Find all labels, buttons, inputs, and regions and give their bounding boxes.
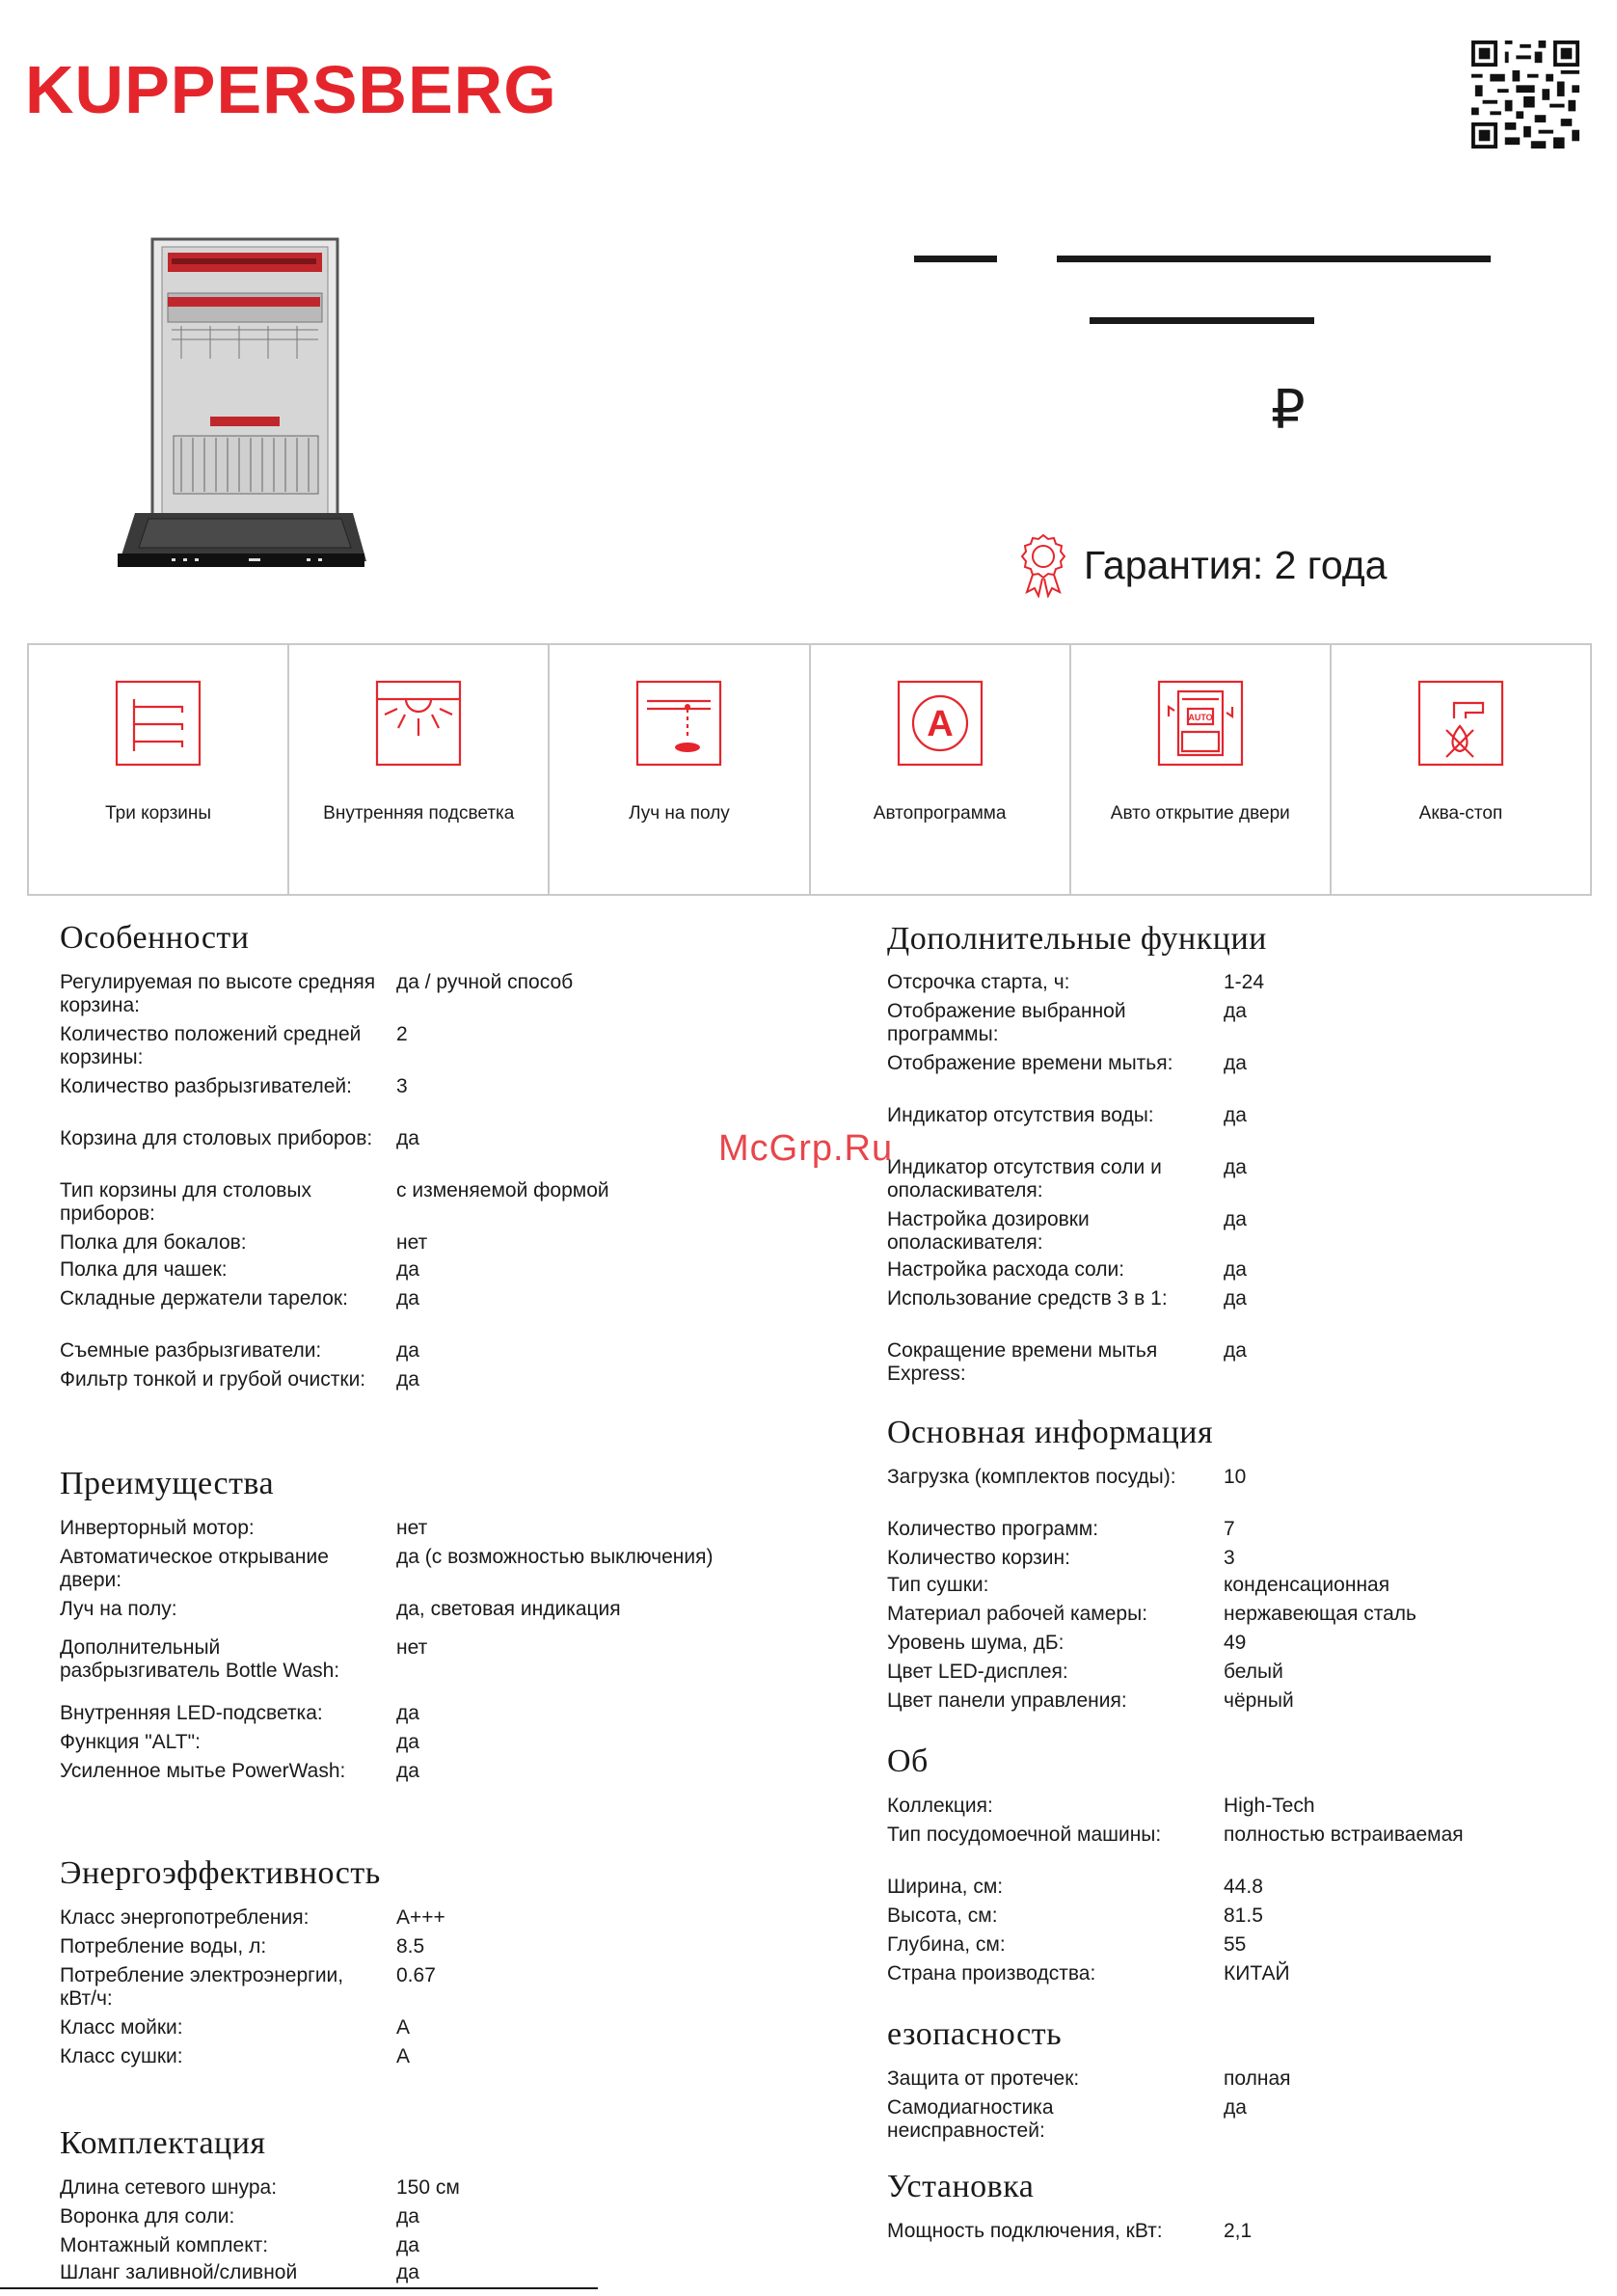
spec-label: Потребление воды, л: [60, 1935, 267, 1958]
spec-label: Глубина, см: [887, 1933, 1006, 1956]
title-redaction-bar [914, 256, 997, 262]
spec-label: Тип посудомоечной машины: [887, 1823, 1162, 1846]
spec-label: Цвет панели управления: [887, 1689, 1127, 1712]
section-title: Особенности [60, 920, 250, 956]
spec-value: да [396, 1287, 419, 1310]
spec-label: Отображение времени мытья: [887, 1052, 1173, 1074]
spec-label: Дополнительный разбрызгиватель Bottle Wash: [60, 1636, 340, 1682]
spec-label: Загрузка (комплектов посуды): [887, 1466, 1176, 1488]
spec-label: Полка для чашек: [60, 1258, 228, 1281]
spec-value: да [396, 2261, 419, 2283]
spec-value: да [1224, 1258, 1247, 1281]
svg-text:A: A [926, 704, 954, 744]
section-title: Установка [887, 2169, 1035, 2204]
spec-label: Функция "ALT": [60, 1731, 201, 1753]
spec-value: 2 [396, 1023, 408, 1045]
spec-value: 0.67 [396, 1964, 436, 1986]
spec-value: да [396, 1258, 419, 1281]
spec-value: да [1224, 1052, 1247, 1074]
spec-value: да [396, 1702, 419, 1724]
spec-label: Страна производства: [887, 1962, 1096, 1985]
interior-light-icon [373, 678, 464, 769]
spec-value: КИТАЙ [1224, 1962, 1290, 1985]
spec-value: 150 см [396, 2176, 460, 2199]
spec-label: Материал рабочей камеры: [887, 1603, 1148, 1625]
spec-value: да [396, 1339, 419, 1362]
spec-label: Внутренняя LED-подсветка: [60, 1702, 323, 1724]
section-title: Дополнительные функции [887, 921, 1267, 957]
spec-value: нет [396, 1517, 428, 1539]
feature-floor-beam [550, 645, 810, 894]
spec-label: Регулируемая по высоте средняя корзина: [60, 971, 376, 1016]
spec-label: Коллекция: [887, 1795, 993, 1817]
spec-label: Складные держатели тарелок: [60, 1287, 348, 1310]
feature-auto-door-open [1071, 645, 1332, 894]
feature-label: Внутренняя подсветка [323, 803, 515, 824]
brand-logo: KUPPERSBERG [25, 52, 557, 127]
spec-value: 44.8 [1224, 1876, 1263, 1898]
spec-value: да, световая индикация [396, 1598, 621, 1620]
award-icon [1016, 532, 1070, 598]
spec-value: 55 [1224, 1933, 1247, 1956]
spec-label: Защита от протечек: [887, 2067, 1080, 2090]
watermark: McGrp.Ru [718, 1128, 894, 1169]
spec-value: да [396, 1127, 419, 1149]
spec-label: Ширина, см: [887, 1876, 1004, 1898]
spec-value: нет [396, 1636, 428, 1659]
spec-label: Индикатор отсутствия соли и ополаскивателя: [887, 1156, 1162, 1202]
spec-value: нержавеющая сталь [1224, 1603, 1416, 1625]
spec-value: да [396, 2205, 419, 2228]
price-currency: ₽ [1271, 379, 1306, 442]
section-title: езопасность [887, 2016, 1063, 2052]
spec-label: Корзина для столовых приборов: [60, 1127, 373, 1149]
spec-label: Самодиагностика неисправностей: [887, 2096, 1054, 2142]
spec-value: 10 [1224, 1466, 1247, 1488]
spec-label: Тип корзины для столовых приборов: [60, 1179, 312, 1225]
spec-value: да [1224, 1156, 1247, 1178]
spec-value: 2,1 [1224, 2220, 1253, 2242]
spec-label: Использование средств 3 в 1: [887, 1287, 1168, 1310]
spec-value: да [1224, 1287, 1247, 1310]
spec-value: High-Tech [1224, 1795, 1315, 1817]
spec-value: да / ручной способ [396, 971, 574, 993]
spec-value: A [396, 2045, 411, 2067]
warranty-text: Гарантия: 2 года [1084, 542, 1388, 587]
feature-interior-light [289, 645, 550, 894]
spec-value: полная [1224, 2067, 1291, 2090]
footer-divider [0, 2287, 598, 2289]
section-title: Преимущества [60, 1466, 275, 1501]
spec-label: Съемные разбрызгиватели: [60, 1339, 322, 1362]
three-baskets-icon [113, 678, 203, 769]
feature-aqua-stop [1332, 645, 1590, 894]
spec-label: Количество разбрызгивателей: [60, 1075, 352, 1097]
svg-text:AUTO: AUTO [1188, 713, 1213, 722]
spec-label: Шланг заливной/сливной [60, 2261, 298, 2283]
spec-label: Количество программ: [887, 1518, 1099, 1540]
title-redaction-bar [1057, 256, 1491, 262]
spec-label: Усиленное мытье PowerWash: [60, 1760, 346, 1782]
subtitle-redaction-bar [1090, 317, 1314, 324]
section-title: Комплектация [60, 2125, 266, 2161]
feature-label: Луч на полу [629, 803, 730, 824]
spec-label: Полка для бокалов: [60, 1231, 247, 1254]
spec-value: да [396, 2234, 419, 2256]
dishwasher-image [114, 233, 366, 569]
spec-label: Настройка дозировки ополаскивателя: [887, 1208, 1090, 1254]
spec-label: Цвет LED-дисплея: [887, 1661, 1068, 1683]
spec-value: да [1224, 1208, 1247, 1230]
section-title: Основная информация [887, 1415, 1214, 1450]
feature-strip [27, 643, 1592, 896]
spec-value: да [1224, 1339, 1247, 1362]
spec-value: A [396, 2016, 411, 2039]
spec-label: Класс мойки: [60, 2016, 183, 2039]
spec-label: Класс сушки: [60, 2045, 183, 2067]
spec-value: белый [1224, 1661, 1283, 1683]
feature-three-baskets [29, 645, 289, 894]
spec-label: Мощность подключения, кВт: [887, 2220, 1163, 2242]
spec-label: Монтажный комплект: [60, 2234, 269, 2256]
spec-label: Количество корзин: [887, 1547, 1070, 1569]
spec-label: Фильтр тонкой и грубой очистки: [60, 1368, 366, 1391]
spec-label: Отображение выбранной программы: [887, 1000, 1126, 1045]
spec-label: Высота, см: [887, 1904, 998, 1927]
spec-label: Длина сетевого шнура: [60, 2176, 278, 2199]
spec-label: Инверторный мотор: [60, 1517, 255, 1539]
spec-label: Количество положений средней корзины: [60, 1023, 362, 1068]
spec-label: Луч на полу: [60, 1598, 177, 1620]
spec-label: Воронка для соли: [60, 2205, 235, 2228]
spec-value: да [396, 1760, 419, 1782]
warranty-badge [1016, 532, 1388, 598]
spec-value: да [1224, 2096, 1247, 2119]
spec-label: Уровень шума, дБ: [887, 1632, 1065, 1654]
spec-value: 8.5 [396, 1935, 425, 1958]
spec-label: Сокращение времени мытья Express: [887, 1339, 1158, 1385]
feature-label: Автопрограмма [873, 803, 1007, 824]
feature-label: Аква-стоп [1418, 803, 1503, 824]
spec-label: Потребление электроэнергии, кВт/ч: [60, 1964, 344, 2010]
spec-label: Автоматическое открывание двери: [60, 1546, 329, 1591]
spec-label: Класс энергопотребления: [60, 1906, 310, 1929]
spec-label: Индикатор отсутствия воды: [887, 1104, 1154, 1126]
spec-value: нет [396, 1231, 428, 1254]
auto-door-open-icon [1155, 678, 1246, 769]
section-title: Энергоэффективность [60, 1855, 381, 1891]
spec-value: конденсационная [1224, 1574, 1390, 1596]
spec-label: Отсрочка старта, ч: [887, 971, 1070, 993]
spec-value: 49 [1224, 1632, 1247, 1654]
spec-value: 1-24 [1224, 971, 1265, 993]
qr-code-icon [1471, 41, 1579, 149]
spec-value: 81.5 [1224, 1904, 1263, 1927]
feature-label: Три корзины [105, 803, 212, 824]
spec-value: да [396, 1731, 419, 1753]
feature-auto-program [811, 645, 1071, 894]
spec-value: чёрный [1224, 1689, 1294, 1712]
spec-value: да [1224, 1000, 1247, 1022]
spec-value: полностью встраиваемая [1224, 1823, 1464, 1846]
spec-label: Настройка расхода соли: [887, 1258, 1125, 1281]
spec-label: Тип сушки: [887, 1574, 989, 1596]
spec-value: да [1224, 1104, 1247, 1126]
section-title: Об [887, 1743, 929, 1779]
feature-label: Авто открытие двери [1110, 803, 1290, 824]
spec-value: 3 [396, 1075, 408, 1097]
aqua-stop-icon [1415, 678, 1506, 769]
spec-value: с изменяемой формой [396, 1179, 609, 1202]
spec-value: да (с возможностью выключения) [396, 1546, 714, 1568]
floor-beam-icon [633, 678, 724, 769]
spec-value: 3 [1224, 1547, 1235, 1569]
spec-value: A+++ [396, 1906, 445, 1929]
auto-program-icon [895, 678, 985, 769]
spec-value: 7 [1224, 1518, 1235, 1540]
spec-value: да [396, 1368, 419, 1391]
